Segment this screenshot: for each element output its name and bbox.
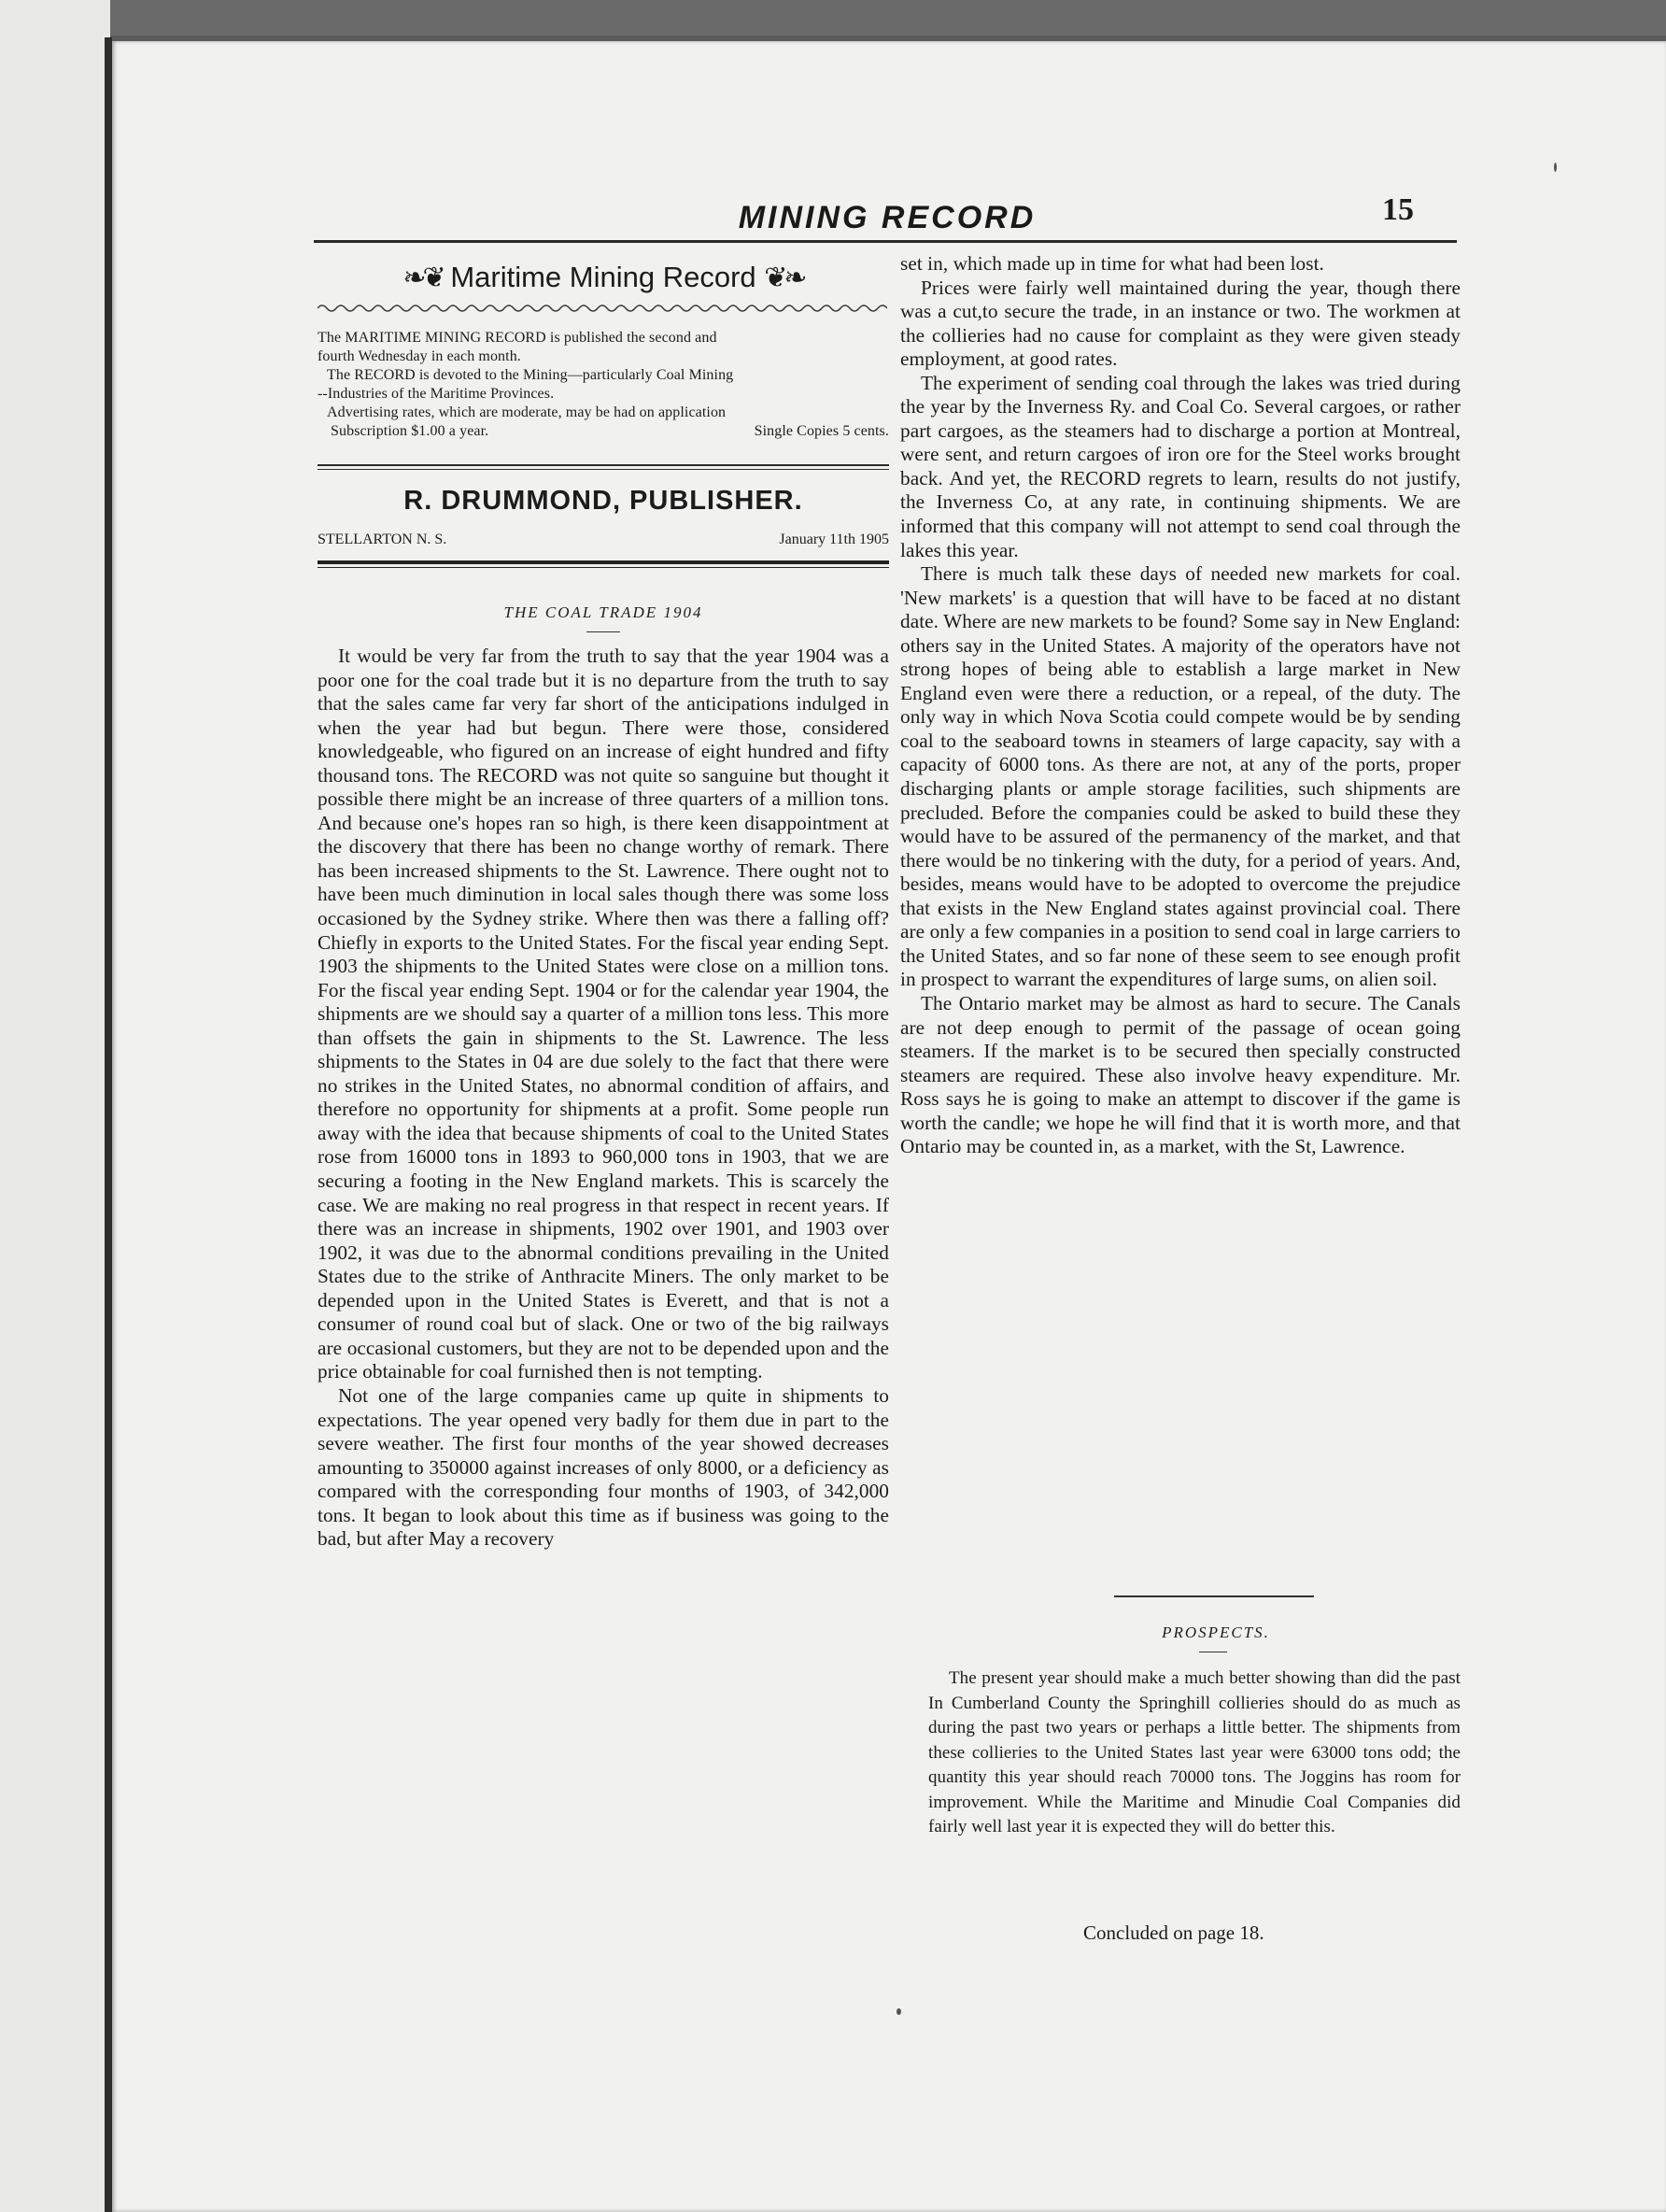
right-ornament-icon: ❦❧ — [764, 262, 804, 293]
page-number: 15 — [1382, 192, 1414, 227]
article-column-2 — [900, 252, 1461, 1569]
paragraph: The Ontario market may be almost as hard to secure. The Canals are not deep enough to permit of the passage of ocean going steamers. If the market is to be secured then specially constructed steamers are required. These also involve heavy expenditure. Mr. Ross says he is going to make an attempt to discover if the game is worth the candle; we hope he will find that it is worth more, and that Ontario may be counted in, as a market, with the St, Lawrence. — [900, 991, 1461, 1158]
place: STELLARTON N. S. — [318, 532, 447, 547]
subscription-line — [318, 422, 889, 441]
paragraph: It would be very far from the truth to say that the year 1904 was a poor one for the coal trade but it is no departure from the truth to say that the sales came far very far short of the anticipations indulged in when the year had but begun. There were those, considered knowledgeable, who figured on an increase of eight hundred and fifty thousand tons. The RECORD was not quite so sanguine but thought it possible there might be an increase of three quarters of a million tons. And because one's hopes ran so high, is there keen disappointment at the discovery that there has been no change worthy of remark. There has been increased shipments to the St. Lawrence. There ought not to have been much diminution in local sales though there was some loss occasioned by the Sydney strike. Where then was there a falling off? Chiefly in exports to the United States. For the fiscal year ending Sept. 1903 the shipments to the United States were close on a million tons. For the fiscal year ending Sept. 1904 or for the calendar year 1904, the shipments are we should say a quarter of a million tons less. This more than offsets the gain in shipments to the St. Lawrence. The less shipments to the States in 04 are due solely to the fact that there were no strikes in the United States, no abnormal condition of affairs, and therefore no opportunity for shipments at a profit. Some people run away with the idea that because shipments of coal to the United States rose from 16000 tons in 1893 to 960,000 tons in 1903, that we are securing a footing in the New England markets. This is scarcely the case. We are making no real progress in that respect in recent years. If there was an increase in shipments, 1902 over 1901, and 1903 over 1902, it was due to the abnormal conditions prevailing in the United States due to the strike of Anthracite Miners. The only market to be depended upon in the United States is Everett, and that is not a consumer of round coal but of slack. One or two of the big railways are occasional customers, but they are not to be depended upon and the price obtainable for coal furnished then is not tempting. — [318, 645, 889, 1383]
section-separator — [1114, 1595, 1314, 1597]
paragraph: The present year should make a much better showing than did the past In Cumberland County the Springhill collieries should do as much as during the past two years or perhaps a little better. The shipments from these collieries to the United States last year were 63000 tons odd; the quantity this year should reach 70000 tons. The Joggins has room for improvement. While the Maritime and Minudie Coal Companies did fairly well last year it is expected they will do better this. — [928, 1668, 1461, 1836]
paragraph: set in, which made up in time for what had been lost. — [900, 252, 1324, 275]
dateline — [318, 529, 889, 551]
article-title-prospects: PROSPECTS. — [1162, 1624, 1270, 1641]
issue-date: January 11th 1905 — [779, 532, 889, 547]
masthead-rule — [318, 464, 889, 470]
paper-speck — [1554, 163, 1557, 172]
article-column-1 — [318, 645, 889, 1906]
notice-line: --Industries of the Maritime Provinces. — [318, 386, 555, 402]
previous-page-edge — [0, 0, 110, 2212]
scan-top-edge — [0, 0, 1666, 35]
masthead-title — [314, 254, 893, 301]
subscription-price: Subscription $1.00 a year. — [331, 423, 489, 439]
notice-line: The RECORD is devoted to the Mining—particularly Coal Mining — [327, 367, 734, 383]
paragraph: There is much talk these days of needed new markets for coal. 'New markets' is a question that will have to be faced at no distant date. Where are new markets to be found? Some say in New England: others say in the United States. A majority of the operators have not strong hopes of being able to establish a large market in New England even were there a reduction, or a repeal, of the duty. The only way in which Nova Scotia could compete would be by sending coal to the seaboard towns in steamers of large capacity, say with a capacity of 6000 tons. As there are not, at any of the ports, proper discharging plants or ample storage facilities, such shipments are precluded. Before the companies could be asked to build these they would have to be assured of the permanency of the market, and that there would be no tinkering with the duty, for a period of years. And, besides, means would have to be adopted to overcome the prejudice that exists in the New England states against provincial coal. There are only a few companies in a position to send coal in large carriers to the United States, and so far none of these seem to see enough profit in prospect to warrant the expenditures of large sums, on alien soil. — [900, 562, 1461, 991]
paper-speck — [897, 2008, 901, 2015]
paragraph: Prices were fairly well maintained during the year, though there was a cut,to secure the trade, in an instance or two. The workmen at the collieries had no cause for complaint as they were given steady employment, at good rates. — [900, 276, 1461, 371]
wavy-divider — [318, 301, 887, 316]
paragraph: Not one of the large companies came up quite in shipments to expectations. The year opened very badly for them due in part to the severe weather. The first four months of the year showed decreases amounting to 350000 against increases of only 8000, or a deficiency as compared with the corresponding four months of 1903, of 342,000 tons. It began to look about this time as if business was going to the bad, but after May a recovery — [318, 1383, 889, 1551]
publisher-line: R. DRUMMOND, PUBLISHER. — [403, 486, 803, 516]
notice-line: Advertising rates, which are moderate, may be had on application — [327, 404, 727, 420]
left-ornament-icon: ❧❦ — [402, 262, 443, 293]
article-title-coal-trade: THE COAL TRADE 1904 — [503, 603, 703, 621]
notice-line: fourth Wednesday in each month. — [318, 348, 521, 364]
header-rule — [314, 240, 1457, 243]
masthead-title-text: Maritime Mining Record — [450, 261, 756, 293]
running-title: MINING RECORD — [738, 200, 1037, 235]
book-binding-shadow — [105, 37, 112, 2212]
single-copy-price: Single Copies 5 cents. — [754, 423, 889, 439]
continuation-note: Concluded on page 18. — [1083, 1921, 1264, 1944]
prospects-column — [928, 1666, 1461, 1914]
dateline-rule — [318, 560, 889, 568]
title-dash — [586, 631, 620, 632]
publication-notice — [318, 329, 889, 460]
paragraph: The experiment of sending coal through the lakes was tried during the year by the Inverness Ry. and Coal Co. Several cargoes, or rather part cargoes, as the steamers had to discharge a portion at Montreal, were sent, and return cargoes of iron ore for the Steel works brought back. And yet, the RECORD regrets to learn, results do not justify, the Inverness Co, at any rate, in continuing shipments. We are informed that this company will not attempt to send coal through the lakes this year. — [900, 371, 1461, 561]
notice-line: The MARITIME MINING RECORD is published the second and — [318, 330, 717, 346]
